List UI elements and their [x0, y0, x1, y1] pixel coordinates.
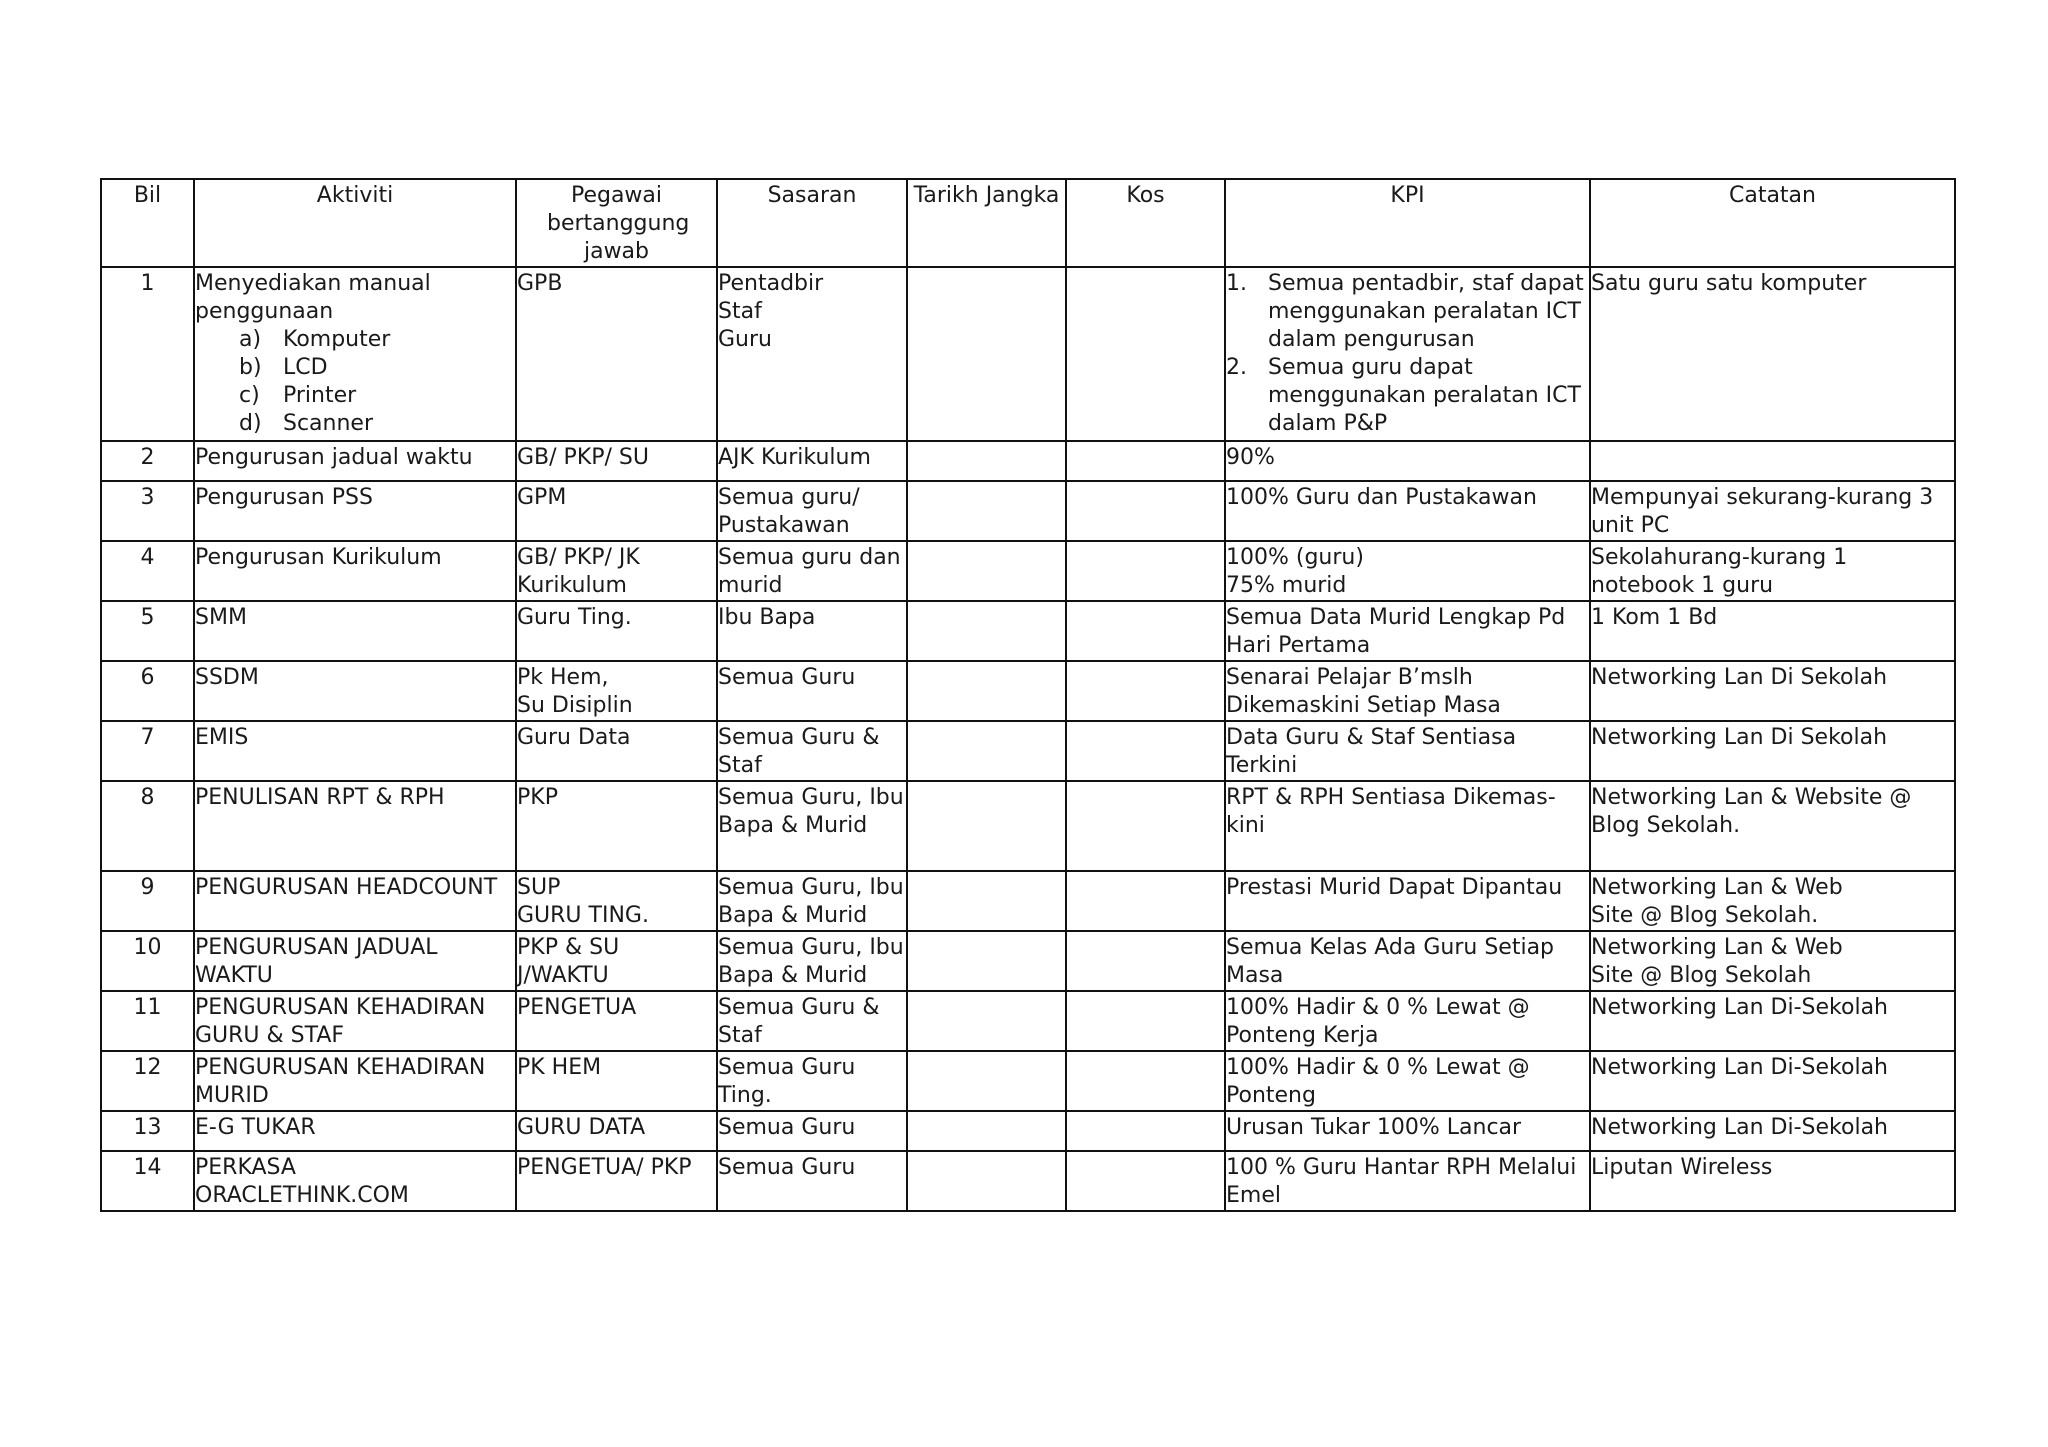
pegawai-line: Pk Hem, [517, 665, 609, 690]
cell-aktiviti: PENGURUSAN HEADCOUNT [194, 871, 516, 931]
cell-aktiviti: PENGURUSAN KEHADIRAN GURU & STAF [194, 991, 516, 1051]
cell-pegawai: Guru Ting. [516, 601, 717, 661]
cell-tarikh [907, 991, 1066, 1051]
sasaran-line: Staf [718, 299, 762, 324]
list-item-text: Printer [283, 383, 357, 408]
cell-kos [1066, 871, 1225, 931]
cell-kos [1066, 441, 1225, 481]
cell-kpi: 90% [1225, 441, 1590, 481]
cell-sasaran: Semua Guru Ting. [717, 1051, 907, 1111]
cell-bil: 4 [101, 541, 194, 601]
cell-catatan: Liputan Wireless [1590, 1151, 1955, 1211]
list-marker: b) [239, 355, 262, 380]
table-row [101, 721, 1955, 781]
list-marker: 2. [1226, 355, 1247, 380]
cell-catatan: Networking Lan Di-Sekolah [1590, 1111, 1955, 1151]
cell-aktiviti: E-G TUKAR [194, 1111, 516, 1151]
cell-bil: 13 [101, 1111, 194, 1151]
cell-catatan: Networking Lan Di-Sekolah [1590, 1051, 1955, 1111]
cell-tarikh [907, 441, 1066, 481]
cell-kpi: 100% Hadir & 0 % Lewat @ Ponteng [1225, 1051, 1590, 1111]
cell-aktiviti: SSDM [194, 661, 516, 721]
cell-sasaran: Semua Guru & Staf [717, 721, 907, 781]
cell-bil: 1 [101, 267, 194, 441]
cell-bil: 10 [101, 931, 194, 991]
pegawai-line: J/WAKTU [517, 963, 609, 988]
cell-tarikh [907, 1151, 1066, 1211]
header-pegawai [516, 179, 717, 267]
table-header-row [101, 179, 1955, 267]
cell-tarikh [907, 1051, 1066, 1111]
header-aktiviti: Aktiviti [194, 179, 516, 267]
table-row [101, 601, 1955, 661]
cell-pegawai [516, 661, 717, 721]
aktiviti-text: Menyediakan manual penggunaan [195, 271, 431, 324]
cell-pegawai [516, 931, 717, 991]
cell-bil: 12 [101, 1051, 194, 1111]
cell-catatan [1590, 441, 1955, 481]
kpi-line: 100% (guru) [1226, 545, 1364, 570]
cell-kpi: Urusan Tukar 100% Lancar [1225, 1111, 1590, 1151]
list-item-text: LCD [283, 355, 328, 380]
list-marker: a) [239, 327, 262, 352]
table-row [101, 481, 1955, 541]
cell-catatan: Mempunyai sekurang-kurang 3 unit PC [1590, 481, 1955, 541]
header-pegawai-label: Pegawai bertanggung jawab [547, 183, 690, 264]
cell-kos [1066, 1051, 1225, 1111]
cell-aktiviti: Pengurusan PSS [194, 481, 516, 541]
cell-kos [1066, 991, 1225, 1051]
cell-kpi [1225, 267, 1590, 441]
catatan-line: Site @ Blog Sekolah [1591, 963, 1812, 988]
list-item [1226, 354, 1589, 438]
cell-aktiviti: Pengurusan Kurikulum [194, 541, 516, 601]
catatan-line: Site @ Blog Sekolah. [1591, 903, 1819, 928]
header-tarikh: Tarikh Jangka [907, 179, 1066, 267]
cell-bil: 11 [101, 991, 194, 1051]
cell-bil: 6 [101, 661, 194, 721]
cell-kpi: 100 % Guru Hantar RPH Melalui Emel [1225, 1151, 1590, 1211]
cell-bil: 9 [101, 871, 194, 931]
list-marker: d) [239, 411, 262, 436]
cell-kos [1066, 661, 1225, 721]
list-item [1226, 270, 1589, 354]
table-row [101, 1051, 1955, 1111]
list-item-text: Semua pentadbir, staf dapat menggunakan peralatan ICT dalam pengurusan [1268, 271, 1584, 352]
header-bil: Bil [101, 179, 194, 267]
cell-kpi: Prestasi Murid Dapat Dipantau [1225, 871, 1590, 931]
list-item-text: Komputer [283, 327, 391, 352]
cell-kpi: Semua Data Murid Lengkap Pd Hari Pertama [1225, 601, 1590, 661]
cell-catatan: Networking Lan Di Sekolah [1590, 661, 1955, 721]
cell-kos [1066, 601, 1225, 661]
pegawai-line: Su Disiplin [517, 693, 633, 718]
cell-aktiviti: PENGURUSAN JADUAL WAKTU [194, 931, 516, 991]
cell-kos [1066, 721, 1225, 781]
cell-kos [1066, 541, 1225, 601]
cell-pegawai: GPB [516, 267, 717, 441]
cell-aktiviti [194, 267, 516, 441]
list-marker: c) [239, 383, 260, 408]
cell-pegawai: Guru Data [516, 721, 717, 781]
cell-bil: 7 [101, 721, 194, 781]
cell-pegawai [516, 871, 717, 931]
list-item [195, 382, 515, 410]
catatan-line: Networking Lan & Web [1591, 935, 1843, 960]
pegawai-line: GURU TING. [517, 903, 649, 928]
header-kos: Kos [1066, 179, 1225, 267]
cell-kpi: 100% Guru dan Pustakawan [1225, 481, 1590, 541]
pegawai-line: PKP & SU [517, 935, 620, 960]
cell-tarikh [907, 481, 1066, 541]
cell-catatan: Sekolahurang-kurang 1 notebook 1 guru [1590, 541, 1955, 601]
table-row [101, 1151, 1955, 1211]
kpi-list [1226, 270, 1589, 438]
table-row [101, 931, 1955, 991]
cell-tarikh [907, 871, 1066, 931]
cell-tarikh [907, 661, 1066, 721]
cell-pegawai: PENGETUA [516, 991, 717, 1051]
cell-catatan [1590, 931, 1955, 991]
cell-tarikh [907, 601, 1066, 661]
aktiviti-list [195, 326, 515, 438]
cell-tarikh [907, 1111, 1066, 1151]
cell-pegawai: PENGETUA/ PKP [516, 1151, 717, 1211]
cell-catatan: Networking Lan & Website @ Blog Sekolah. [1590, 781, 1955, 871]
cell-catatan: 1 Kom 1 Bd [1590, 601, 1955, 661]
list-marker: 1. [1226, 271, 1247, 296]
cell-sasaran: Semua Guru & Staf [717, 991, 907, 1051]
cell-pegawai: GPM [516, 481, 717, 541]
cell-tarikh [907, 931, 1066, 991]
cell-kos [1066, 1111, 1225, 1151]
cell-kos [1066, 1151, 1225, 1211]
list-item-text: Scanner [283, 411, 374, 436]
cell-sasaran: Semua Guru, Ibu Bapa & Murid [717, 931, 907, 991]
table-row [101, 441, 1955, 481]
cell-sasaran: Semua Guru [717, 661, 907, 721]
table-row [101, 871, 1955, 931]
list-item [195, 354, 515, 382]
cell-kpi: Data Guru & Staf Sentiasa Terkini [1225, 721, 1590, 781]
header-sasaran: Sasaran [717, 179, 907, 267]
cell-bil: 2 [101, 441, 194, 481]
cell-pegawai: GURU DATA [516, 1111, 717, 1151]
cell-sasaran: Semua Guru [717, 1151, 907, 1211]
cell-bil: 5 [101, 601, 194, 661]
cell-tarikh [907, 721, 1066, 781]
cell-tarikh [907, 267, 1066, 441]
sasaran-line: Guru [718, 327, 772, 352]
cell-sasaran: Semua guru dan murid [717, 541, 907, 601]
sasaran-line: Pentadbir [718, 271, 824, 296]
pegawai-line: SUP [517, 875, 561, 900]
cell-kpi: Semua Kelas Ada Guru Setiap Masa [1225, 931, 1590, 991]
catatan-line: Networking Lan & Web [1591, 875, 1843, 900]
table-row [101, 267, 1955, 441]
cell-catatan: Networking Lan Di Sekolah [1590, 721, 1955, 781]
cell-aktiviti: PENULISAN RPT & RPH [194, 781, 516, 871]
cell-sasaran [717, 267, 907, 441]
cell-tarikh [907, 781, 1066, 871]
cell-kpi: Senarai Pelajar B’mslh Dikemaskini Setiap Masa [1225, 661, 1590, 721]
cell-aktiviti: EMIS [194, 721, 516, 781]
list-item [195, 410, 515, 438]
header-catatan: Catatan [1590, 179, 1955, 267]
cell-sasaran: Ibu Bapa [717, 601, 907, 661]
cell-bil: 14 [101, 1151, 194, 1211]
cell-sasaran: Semua Guru [717, 1111, 907, 1151]
table-row [101, 781, 1955, 871]
cell-pegawai: PKP [516, 781, 717, 871]
cell-aktiviti: PERKASA ORACLETHINK.COM [194, 1151, 516, 1211]
cell-pegawai: GB/ PKP/ SU [516, 441, 717, 481]
table-row [101, 1111, 1955, 1151]
cell-kos [1066, 481, 1225, 541]
kpi-line: 75% murid [1226, 573, 1347, 598]
table-row [101, 541, 1955, 601]
cell-sasaran: Semua guru/ Pustakawan [717, 481, 907, 541]
cell-kos [1066, 267, 1225, 441]
list-item-text: Semua guru dapat menggunakan peralatan ICT dalam P&P [1268, 355, 1581, 436]
cell-pegawai: GB/ PKP/ JK Kurikulum [516, 541, 717, 601]
cell-sasaran: Semua Guru, Ibu Bapa & Murid [717, 871, 907, 931]
table-row [101, 661, 1955, 721]
cell-pegawai: PK HEM [516, 1051, 717, 1111]
cell-bil: 3 [101, 481, 194, 541]
header-kpi: KPI [1225, 179, 1590, 267]
cell-bil: 8 [101, 781, 194, 871]
cell-sasaran: Semua Guru, Ibu Bapa & Murid [717, 781, 907, 871]
cell-catatan [1590, 871, 1955, 931]
cell-catatan: Networking Lan Di-Sekolah [1590, 991, 1955, 1051]
cell-aktiviti: Pengurusan jadual waktu [194, 441, 516, 481]
activity-plan-table [100, 178, 1956, 1212]
cell-kos [1066, 931, 1225, 991]
cell-kpi [1225, 541, 1590, 601]
list-item [195, 326, 515, 354]
cell-kpi: RPT & RPH Sentiasa Dikemas-kini [1225, 781, 1590, 871]
cell-kpi: 100% Hadir & 0 % Lewat @ Ponteng Kerja [1225, 991, 1590, 1051]
cell-aktiviti: SMM [194, 601, 516, 661]
cell-aktiviti: PENGURUSAN KEHADIRAN MURID [194, 1051, 516, 1111]
table-row [101, 991, 1955, 1051]
cell-tarikh [907, 541, 1066, 601]
cell-catatan: Satu guru satu komputer [1590, 267, 1955, 441]
cell-kos [1066, 781, 1225, 871]
cell-sasaran: AJK Kurikulum [717, 441, 907, 481]
